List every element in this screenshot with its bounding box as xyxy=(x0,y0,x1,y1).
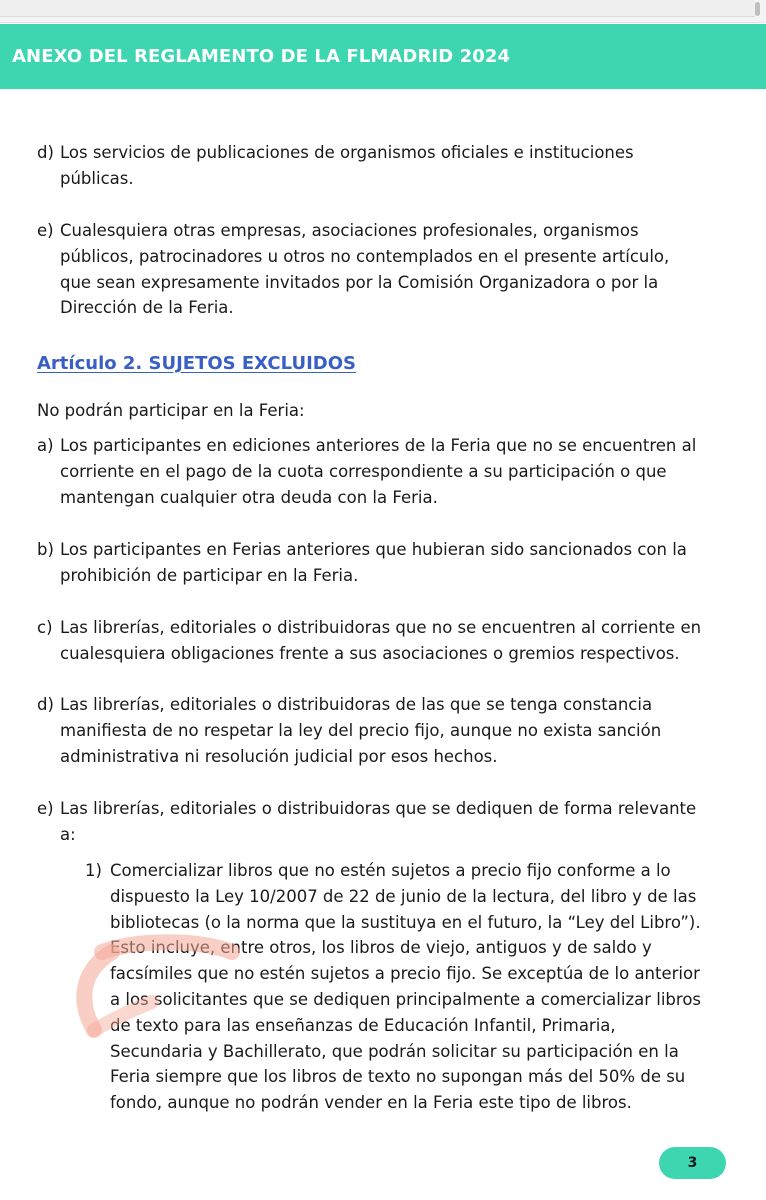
article-lead: No podrán participar en la Feria: xyxy=(37,401,305,420)
list-item xyxy=(37,537,703,589)
list-item xyxy=(37,615,703,667)
list-text: Los servicios de publicaciones de organismos oficiales e instituciones públicas. xyxy=(60,143,634,188)
list-marker: a) xyxy=(37,436,54,455)
list-item xyxy=(37,692,703,769)
list-text: Cualesquiera otras empresas, asociaciones profesionales, organismos públicos, patrocinadores u otros no contemplados en el presente artículo, que sean expresamente invitados por la Comisión Organizadora o por la Dirección de la Feria. xyxy=(60,221,670,318)
list-item xyxy=(37,433,703,510)
list-item xyxy=(37,796,703,848)
list-marker: 1) xyxy=(85,861,102,880)
list-text: Los participantes en ediciones anteriores de la Feria que no se encuentren al corriente en el pago de la cuota correspondiente a su participación o que mantengan cualquier otra deuda con la Feria. xyxy=(60,436,697,507)
list-item xyxy=(37,218,703,321)
list-text: Las librerías, editoriales o distribuidoras que se dediquen de forma relevante a: xyxy=(60,799,697,844)
article-heading: Artículo 2. SUJETOS EXCLUIDOS xyxy=(37,353,356,374)
list-marker: d) xyxy=(37,143,54,162)
list-text: Las librerías, editoriales o distribuidoras que no se encuentren al corriente en cualesquiera obligaciones frente a sus asociaciones o gremios respectivos. xyxy=(60,618,702,663)
page-number-badge: 3 xyxy=(659,1147,726,1179)
list-marker: b) xyxy=(37,540,54,559)
list-marker: c) xyxy=(37,618,53,637)
sub-list-item xyxy=(85,858,705,1116)
list-text: Los participantes en Ferias anteriores que hubieran sido sancionados con la prohibición de participar en la Feria. xyxy=(60,540,687,585)
list-marker: e) xyxy=(37,799,54,818)
list-text: Comercializar libros que no estén sujetos a precio fijo conforme a lo dispuesto la Ley 10/2007 de 22 de junio de la lectura, del libro y de las bibliotecas (o la norma que la sustituya en el futuro, la “Ley del Libro”). Esto incluye, entre otros, los libros de viejo, antiguos y de saldo y facsímiles que no estén sujetos a precio fijo. Se exceptúa de lo anterior a los solicitantes que se dediquen principalmente a comercializar libros de texto para las enseñanzas de Educación Infantil, Primaria, Secundaria y Bachillerato, que podrán solicitar su participación en la Feria siempre que los libros de texto no supongan más del 50% de su fondo, aunque no podrán vender en la Feria este tipo de libros. xyxy=(110,861,702,1113)
header-title: ANEXO DEL REGLAMENTO DE LA FLMADRID 2024 xyxy=(12,46,511,67)
list-marker: e) xyxy=(37,221,54,240)
list-text: Las librerías, editoriales o distribuidoras de las que se tenga constancia manifiesta de no respetar la ley del precio fijo, aunque no exista sanción administrativa ni resolución judicial por esos hechos. xyxy=(60,695,662,766)
list-marker: d) xyxy=(37,695,54,714)
list-item xyxy=(37,140,703,192)
